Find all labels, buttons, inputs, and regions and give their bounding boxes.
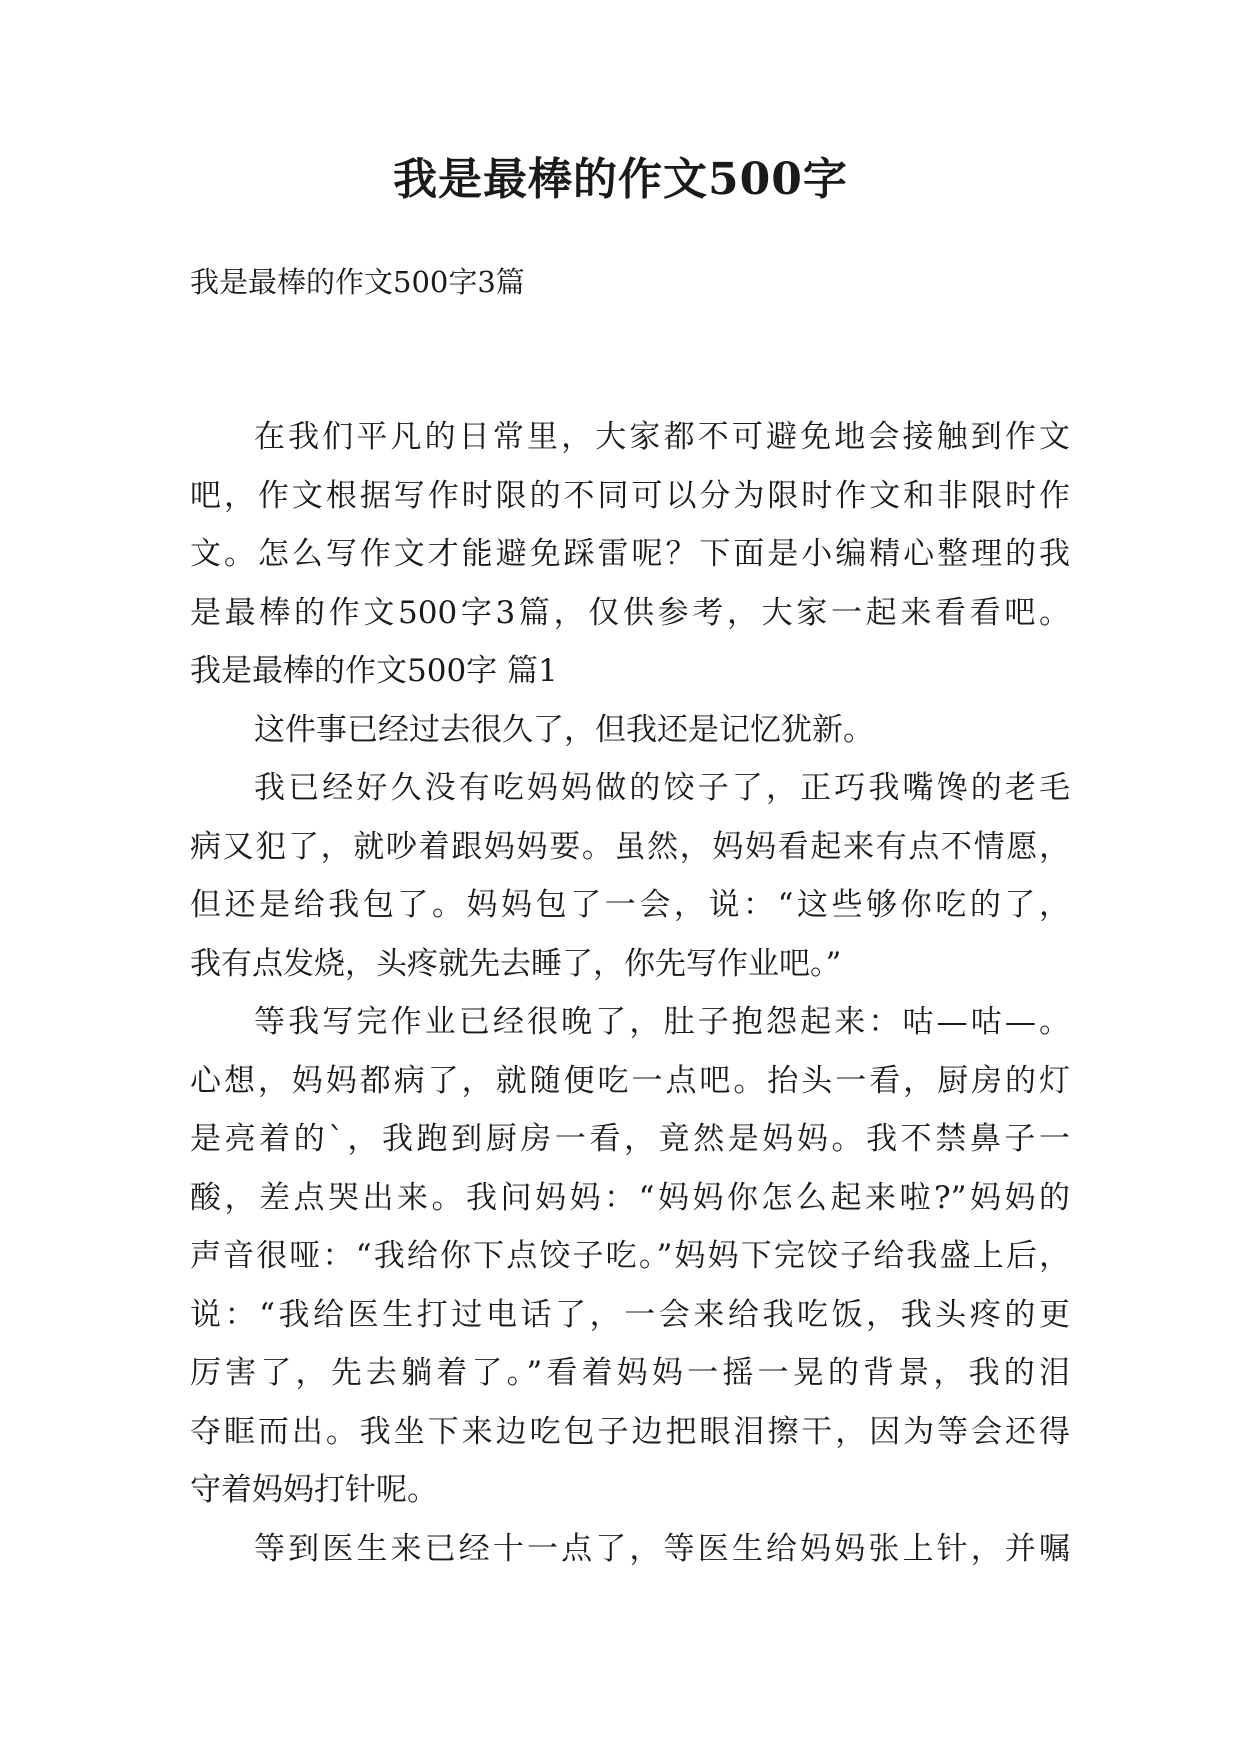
- text-line: 病又犯了，就吵着跟妈妈要。虽然，妈妈看起来有点不情愿，: [190, 828, 1070, 865]
- text-line: 酸，差点哭出来。我问妈妈：“妈妈你怎么起来啦?”妈妈的: [190, 1179, 1070, 1216]
- document-body: [190, 408, 1070, 1578]
- document-subtitle: 我是最棒的作文500字3篇: [190, 265, 525, 299]
- text-line: 我已经好久没有吃妈妈做的饺子了，正巧我嘴馋的老毛: [254, 770, 1070, 806]
- text-line: 声音很哑：“我给你下点饺子吃。”妈妈下完饺子给我盛上后，: [190, 1238, 1070, 1274]
- text-line: 在我们平凡的日常里，大家都不可避免地会接触到作文: [254, 419, 1070, 455]
- text-line: 等到医生来已经十一点了，等医生给妈妈张上针，并嘱: [254, 1530, 1070, 1567]
- text-line: 吧，作文根据写作时限的不同可以分为限时作文和非限时作: [190, 477, 1070, 514]
- text-line: 夺眶而出。我坐下来边吃包子边把眼泪擦干，因为等会还得: [190, 1413, 1070, 1450]
- document-title: 我是最棒的作文500字: [393, 154, 848, 205]
- text-line: 厉害了，先去躺着了。”看着妈妈一摇一晃的背景，我的泪: [190, 1355, 1070, 1391]
- text-line: 心想，妈妈都病了，就随便吃一点吧。抬头一看，厨房的灯: [190, 1062, 1070, 1099]
- text-line: 这件事已经过去很久了，但我还是记忆犹新。: [254, 711, 874, 748]
- text-line: 是亮着的`，我跑到厨房一看，竟然是妈妈。我不禁鼻子一: [190, 1121, 1070, 1157]
- text-line: 是最棒的作文500字3篇，仅供参考，大家一起来看看吧。: [190, 594, 1070, 631]
- text-line: 我有点发烧，头疼就先去睡了，你先写作业吧。”: [190, 945, 842, 982]
- text-line: 等我写完作业已经很晚了，肚子抱怨起来：咕—咕—。: [254, 1004, 1070, 1040]
- text-line: 我是最棒的作文500字 篇1: [190, 653, 558, 689]
- text-line: 文。怎么写作文才能避免踩雷呢？下面是小编精心整理的我: [190, 536, 1070, 572]
- text-line: 但还是给我包了。妈妈包了一会，说：“这些够你吃的了，: [190, 887, 1070, 923]
- text-line: 守着妈妈打针呢。: [190, 1472, 438, 1508]
- text-line: 说：“我给医生打过电话了，一会来给我吃饭，我头疼的更: [190, 1296, 1070, 1333]
